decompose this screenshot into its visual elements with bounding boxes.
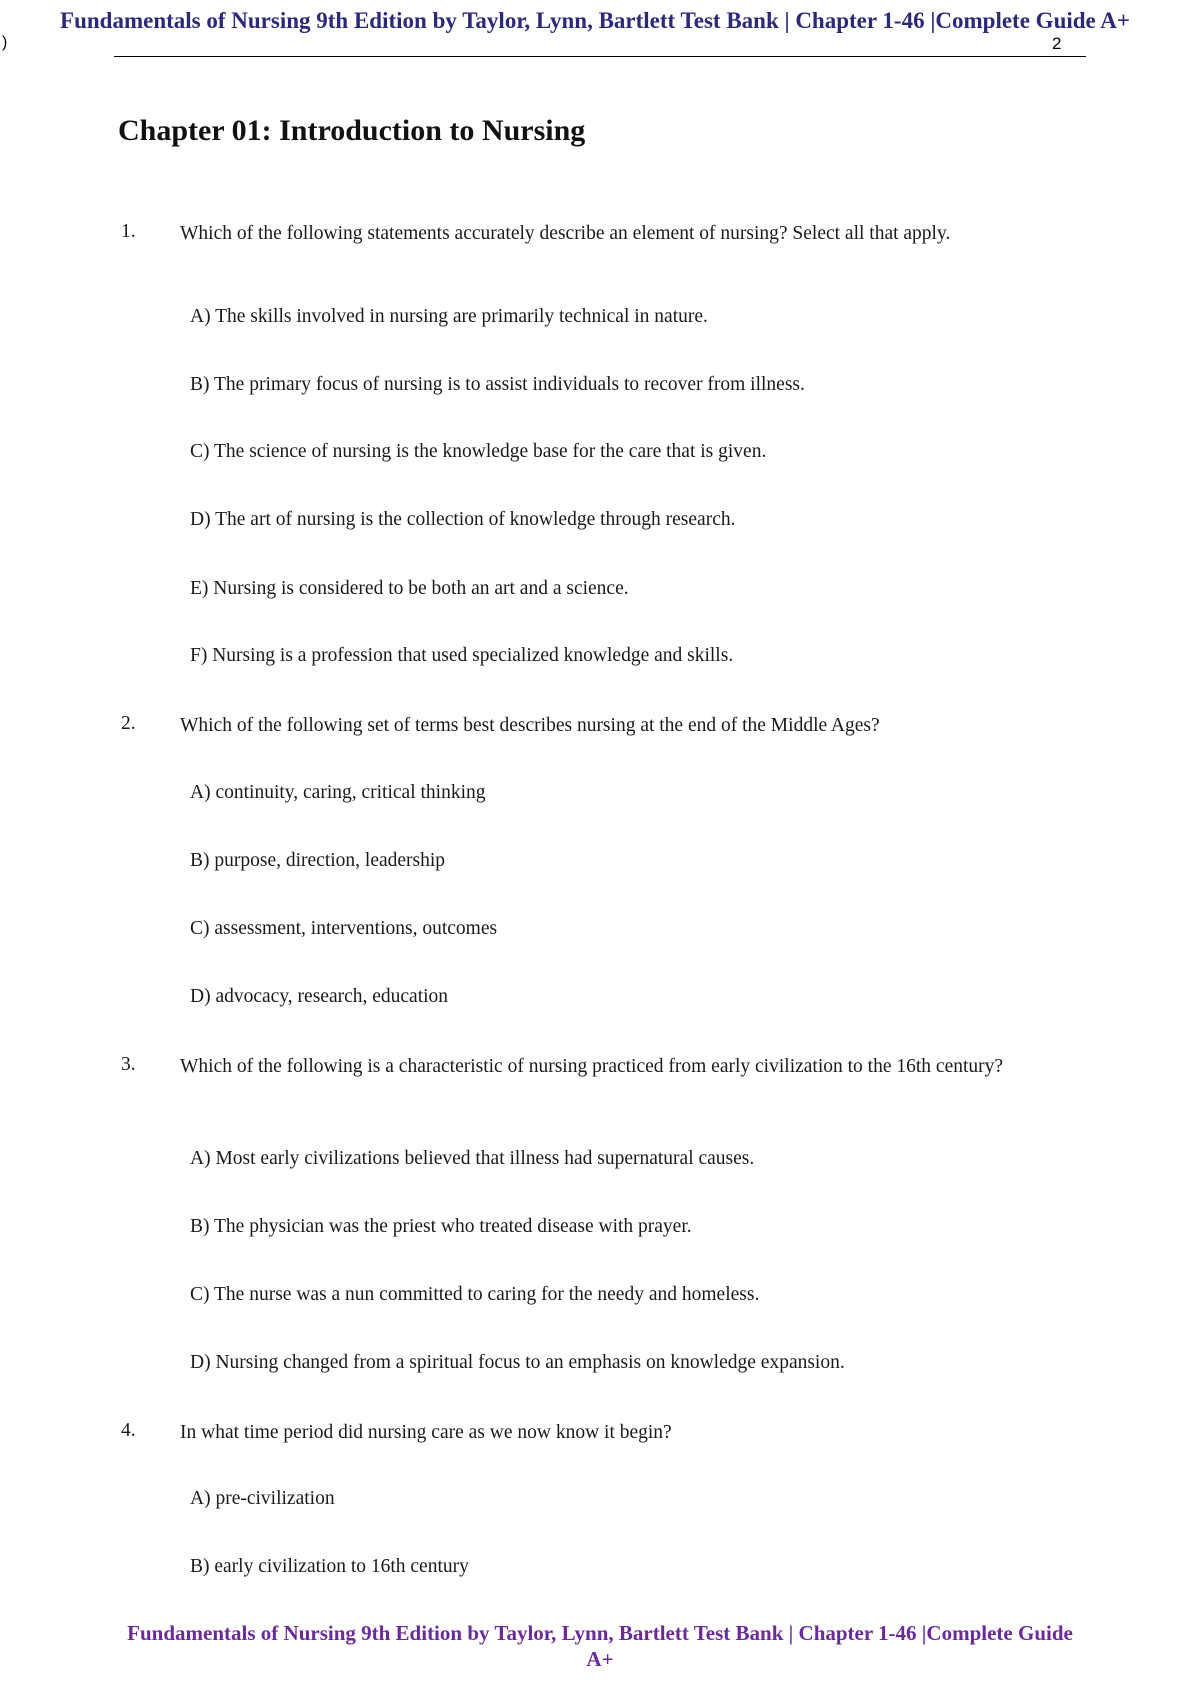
header-title: Fundamentals of Nursing 9th Edition by Taylor, Lynn, Bartlett Test Bank | Chapter 1-46 |Complete Guide A+ (60, 8, 1130, 33)
header-divider (114, 56, 1086, 57)
answer-option: B) early civilization to 16th century (190, 1556, 469, 1577)
answer-option: A) Most early civilizations believed that illness had supernatural causes. (190, 1148, 755, 1169)
answer-option: B) The physician was the priest who treated disease with prayer. (190, 1216, 692, 1237)
answer-option: B) purpose, direction, leadership (190, 850, 446, 871)
question-number: 1. (121, 221, 136, 242)
answer-option: C) The science of nursing is the knowledge base for the care that is given. (190, 441, 767, 462)
question-text: Which of the following is a characteristic of nursing practiced from early civilization to the 16th century? (180, 1056, 1004, 1077)
answer-option: A) pre-civilization (190, 1488, 335, 1509)
answer-option: C) assessment, interventions, outcomes (190, 918, 498, 939)
header-left-mark: ) (2, 34, 8, 51)
chapter-title: Chapter 01: Introduction to Nursing (118, 114, 586, 147)
question-text: In what time period did nursing care as we now know it begin? (180, 1422, 672, 1443)
answer-option: B) The primary focus of nursing is to assist individuals to recover from illness. (190, 374, 805, 395)
answer-option: F) Nursing is a profession that used specialized knowledge and skills. (190, 645, 734, 666)
answer-option: D) advocacy, research, education (190, 986, 449, 1007)
question-number: 4. (121, 1420, 136, 1441)
answer-option: D) Nursing changed from a spiritual focus to an emphasis on knowledge expansion. (190, 1352, 845, 1373)
answer-option: E) Nursing is considered to be both an art and a science. (190, 578, 629, 599)
question-text: Which of the following set of terms best describes nursing at the end of the Middle Ages? (180, 715, 880, 736)
question-number: 3. (121, 1054, 136, 1075)
answer-option: C) The nurse was a nun committed to caring for the needy and homeless. (190, 1284, 760, 1305)
page-number: 2 (1052, 34, 1062, 53)
answer-option: D) The art of nursing is the collection of knowledge through research. (190, 509, 736, 530)
footer-title: Fundamentals of Nursing 9th Edition by Taylor, Lynn, Bartlett Test Bank | Chapter 1-46 |Complete Guide A+ (127, 1621, 1073, 1671)
question-text: Which of the following statements accurately describe an element of nursing? Select all that apply. (180, 223, 951, 244)
answer-option: A) The skills involved in nursing are primarily technical in nature. (190, 306, 708, 327)
answer-option: A) continuity, caring, critical thinking (190, 782, 486, 803)
question-number: 2. (121, 713, 136, 734)
